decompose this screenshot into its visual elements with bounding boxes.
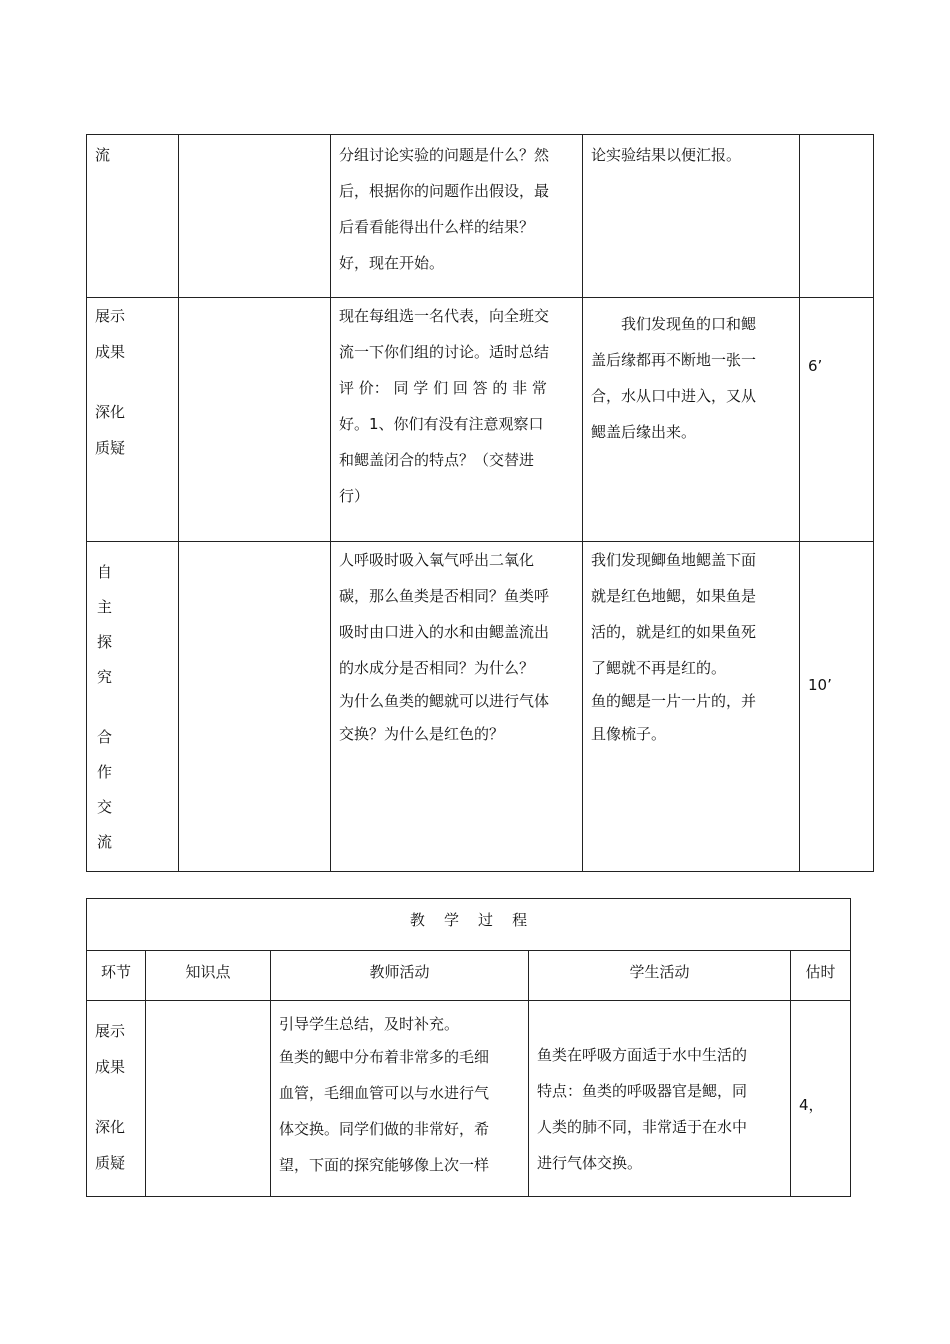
header-knowledge: 知识点 [146,951,271,1001]
teacher-text: 碳，那么鱼类是否相同？鱼类呼 [339,587,550,605]
table-header-row [87,951,851,1001]
teacher-text: 好。1、你们有没有注意观察口 [339,415,544,433]
stage-text: 流 [95,146,111,164]
teacher-text: 现在每组选一名代表，向全班交 [339,307,550,325]
teacher-text: 望，下面的探究能够像上次一样 [279,1156,490,1174]
student-text: 鱼的鳃是一片一片的，并 [591,692,757,710]
student-text: 人类的肺不同，非常适于在水中 [537,1118,748,1136]
stage-text: 合 [97,728,113,746]
stage-text: 深化 [95,1118,126,1136]
time-text: 4， [799,1096,824,1114]
stage-text: 展示 [95,307,126,325]
time-text: 6’ [808,356,823,375]
stage-cell [87,298,179,542]
student-text: 鳃盖后缘出来。 [591,423,697,441]
stage-text: 成果 [95,1058,126,1076]
student-text: 进行气体交换。 [537,1154,643,1172]
student-activity-cell [583,135,800,298]
teacher-text: 交换？为什么是红色的？ [339,725,505,743]
stage-text: 作 [97,763,113,781]
time-cell [800,542,874,872]
lesson-table-continued [86,134,874,872]
student-activity-cell [583,542,800,872]
table-row [87,135,874,298]
stage-text: 成果 [95,343,126,361]
time-cell [800,135,874,298]
stage-text [95,1085,145,1109]
student-activity-cell [583,298,800,542]
teacher-text: 行） [339,487,370,505]
table-row [87,1001,851,1197]
stage-text: 自 [97,563,113,581]
student-text: 了鳃就不再是红的。 [591,659,727,677]
student-text: 合，水从口中进入，又从 [591,387,757,405]
stage-text [95,370,178,394]
table-row [87,298,874,542]
stage-text: 探 [97,633,113,651]
teacher-text: 评 价： 同 学 们 回 答 的 非 常 [339,379,547,397]
stage-text: 主 [97,598,113,616]
stage-text: 展示 [95,1022,126,1040]
header-stage: 环节 [87,951,146,1001]
teacher-text: 和鳃盖闭合的特点？（交替进 [339,451,535,469]
student-text: 就是红色地鳃，如果鱼是 [591,587,757,605]
teacher-text: 体交换。同学们做的非常好，希 [279,1120,490,1138]
stage-text: 交 [97,798,113,816]
student-text: 我们发现鲫鱼地鳃盖下面 [591,551,757,569]
header-student-activity: 学生活动 [529,951,791,1001]
stage-text: 流 [97,833,113,851]
table-title-text: 教 学 过 程 [409,911,528,929]
stage-text: 质疑 [95,439,126,457]
student-text: 盖后缘都再不断地一张一 [591,351,757,369]
stage-cell [87,1001,146,1197]
knowledge-cell [179,298,331,542]
teacher-text: 为什么鱼类的鳃就可以进行气体 [339,692,550,710]
teacher-activity-cell [331,135,583,298]
teacher-text: 流一下你们组的讨论。适时总结 [339,343,550,361]
time-cell [791,1001,851,1197]
teacher-text: 血管，毛细血管可以与水进行气 [279,1084,490,1102]
teacher-text: 引导学生总结，及时补充。 [279,1015,460,1033]
time-text: 10’ [808,675,832,694]
teacher-text: 分组讨论实验的问题是什么？然 [339,146,550,164]
table-title [87,899,851,951]
student-text: 活的，就是红的如果鱼死 [591,623,757,641]
student-text: 鱼类在呼吸方面适于水中生活的 [537,1046,748,1064]
teacher-text: 好，现在开始。 [339,254,445,272]
header-time: 估时 [791,951,851,1001]
header-teacher-activity: 教师活动 [271,951,529,1001]
student-text: 且像梳子。 [591,725,667,743]
teacher-activity-cell [271,1001,529,1197]
student-text: 论实验结果以便汇报。 [591,146,742,164]
stage-text: 质疑 [95,1154,126,1172]
teacher-text: 人呼吸时吸入氧气呼出二氧化 [339,551,535,569]
stage-text [97,695,178,720]
knowledge-cell [179,135,331,298]
stage-text: 深化 [95,403,126,421]
teacher-text: 的水成分是否相同？为什么？ [339,659,535,677]
student-text: 我们发现鱼的口和鳃 [621,315,757,333]
teacher-text: 后看看能得出什么样的结果？ [339,218,535,236]
stage-cell [87,542,179,872]
stage-text: 究 [97,668,113,686]
teacher-text: 吸时由口进入的水和由鳃盖流出 [339,623,550,641]
knowledge-cell [179,542,331,872]
knowledge-cell [146,1001,271,1197]
student-activity-cell [529,1001,791,1197]
stage-cell [87,135,179,298]
teacher-activity-cell [331,298,583,542]
teacher-text: 鱼类的鳃中分布着非常多的毛细 [279,1048,490,1066]
teacher-text: 后，根据你的问题作出假设，最 [339,182,550,200]
teaching-process-table [86,898,851,1197]
time-cell [800,298,874,542]
table-row [87,542,874,872]
student-text: 特点：鱼类的呼吸器官是鳃，同 [537,1082,748,1100]
teacher-activity-cell [331,542,583,872]
